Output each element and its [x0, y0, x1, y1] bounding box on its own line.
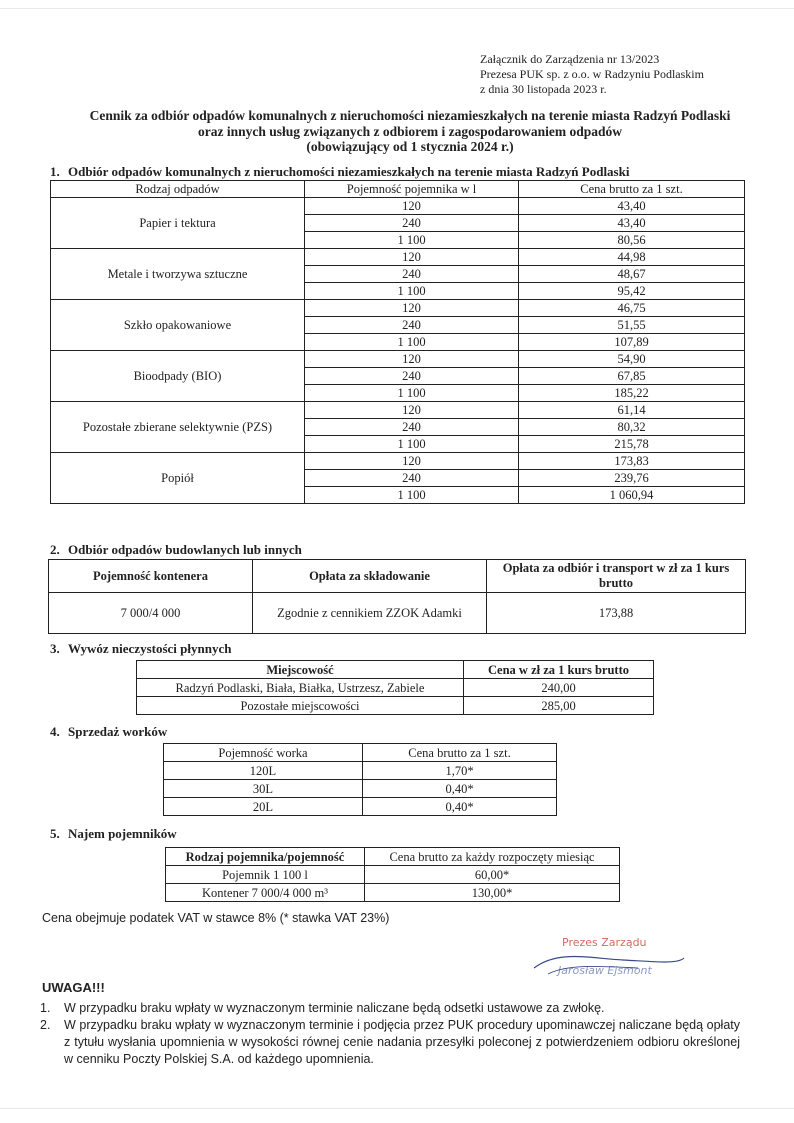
table-body: [51, 198, 745, 504]
section-title: Odbiór odpadów komunalnych z nieruchomości niezamieszkałych na terenie miasta Radzyń Podlaski: [68, 164, 630, 179]
cell-capacity: 1 100: [305, 334, 519, 351]
column-header: Rodzaj pojemnika/pojemność: [166, 848, 365, 866]
cell-price: 61,14: [519, 402, 745, 419]
construction-waste-table: [48, 559, 746, 634]
cell-capacity: 240: [305, 470, 519, 487]
table-row: [51, 300, 745, 317]
cell-bag-size: 30L: [164, 780, 363, 798]
table-row: [51, 249, 745, 266]
table-row: [137, 697, 654, 715]
column-header: Pojemność kontenera: [49, 560, 253, 593]
table-row: [137, 679, 654, 697]
column-header: Pojemność pojemnika w l: [305, 181, 519, 198]
cell-capacity: 120: [305, 198, 519, 215]
cell-transport: 173,88: [487, 593, 746, 634]
cell-waste-type: Papier i tektura: [51, 198, 305, 249]
warning-title: UWAGA!!!: [42, 980, 105, 995]
table-header-row: [166, 848, 620, 866]
cell-locality: Pozostałe miejscowości: [137, 697, 464, 715]
title-line: oraz innych usług związanych z odbiorem i zagospodarowaniem odpadów: [197, 123, 623, 139]
cell-capacity: 1 100: [305, 487, 519, 504]
cell-price: 173,83: [519, 453, 745, 470]
cell-price: 67,85: [519, 368, 745, 385]
cell-capacity: 240: [305, 368, 519, 385]
cell-price: 46,75: [519, 300, 745, 317]
cell-container: Kontener 7 000/4 000 m³: [166, 884, 365, 902]
item-number: 1.: [40, 1001, 51, 1015]
cell-bag-size: 20L: [164, 798, 363, 816]
table-row: [51, 453, 745, 470]
cell-waste-type: Pozostałe zbierane selektywnie (PZS): [51, 402, 305, 453]
column-header: Cena brutto za 1 szt.: [363, 744, 557, 762]
cell-price: 185,22: [519, 385, 745, 402]
attachment-note: [480, 52, 704, 97]
cell-capacity: 120: [305, 402, 519, 419]
cell-price: 80,32: [519, 419, 745, 436]
section-2-heading: [50, 542, 302, 558]
cell-capacity: 120: [305, 249, 519, 266]
cell-waste-type: Szkło opakowaniowe: [51, 300, 305, 351]
table-header-row: [137, 661, 654, 679]
item-text: W przypadku braku wpłaty w wyznaczonym terminie i podjęcia przez PUK procedury upominawczej naliczane będą opłaty z tytułu wysłania upomnienia w wysokości równej cenie nadania przesyłki poleconej z potwierdzeniem odbioru określonej w cenniku Poczty Polskiej S.A. od każdego upomnienia.: [64, 1018, 740, 1066]
scan-line-top: [0, 8, 794, 9]
cell-capacity: 120: [305, 453, 519, 470]
attachment-line: Prezesa PUK sp. z o.o. w Radzyniu Podlaskim: [480, 67, 704, 81]
cell-capacity: 240: [305, 215, 519, 232]
section-4-heading: [50, 724, 167, 740]
table-row: [164, 780, 557, 798]
item-text: W przypadku braku wpłaty w wyznaczonym terminie naliczane będą odsetki ustawowe za zwłokę.: [64, 1001, 605, 1015]
section-title: Sprzedaż worków: [68, 724, 168, 739]
warning-item: [40, 1017, 740, 1068]
cell-waste-type: Popiół: [51, 453, 305, 504]
cell-price: 51,55: [519, 317, 745, 334]
attachment-line: z dnia 30 listopada 2023 r.: [480, 82, 607, 96]
section-number: 1.: [50, 164, 60, 179]
cell-price: 1 060,94: [519, 487, 745, 504]
bag-sales-table: [163, 743, 557, 816]
liquid-waste-table: [136, 660, 654, 715]
section-title: Najem pojemników: [68, 826, 177, 841]
vat-note: Cena obejmuje podatek VAT w stawce 8% (* stawka VAT 23%): [42, 911, 390, 925]
section-3-heading: [50, 641, 231, 657]
cell-capacity: 120: [305, 351, 519, 368]
title-line: Cennik za odbiór odpadów komunalnych z nieruchomości niezamieszkałych na terenie miasta Radzyń Podlaski: [89, 108, 731, 123]
cell-price: 44,98: [519, 249, 745, 266]
signature-role: Prezes Zarządu: [562, 936, 647, 949]
cell-price: 43,40: [519, 198, 745, 215]
column-header: Cena brutto za 1 szt.: [519, 181, 745, 198]
item-number: 2.: [40, 1018, 51, 1032]
table-row: [166, 884, 620, 902]
table-header-row: [51, 181, 745, 198]
table-row: [166, 866, 620, 884]
section-number: 4.: [50, 724, 60, 739]
cell-capacity: 120: [305, 300, 519, 317]
cell-price: 54,90: [519, 351, 745, 368]
cell-price: 60,00*: [365, 866, 620, 884]
cell-price: 1,70*: [363, 762, 557, 780]
warning-item: [40, 1000, 740, 1017]
scan-line-bottom: [0, 1108, 794, 1109]
cell-capacity: 1 100: [305, 385, 519, 402]
cell-price: 130,00*: [365, 884, 620, 902]
cell-waste-type: Metale i tworzywa sztuczne: [51, 249, 305, 300]
column-header: Miejscowość: [137, 661, 464, 679]
municipal-waste-price-table: [50, 180, 745, 504]
container-rental-table: [165, 847, 620, 902]
cell-capacity: 7 000/4 000: [49, 593, 253, 634]
cell-price: 107,89: [519, 334, 745, 351]
table-header-row: [49, 560, 746, 593]
cell-capacity: 1 100: [305, 436, 519, 453]
cell-price: 0,40*: [363, 780, 557, 798]
signature-stamp: [528, 930, 688, 982]
cell-price: 80,56: [519, 232, 745, 249]
section-5-heading: [50, 826, 177, 842]
table-row: [164, 762, 557, 780]
column-header: Rodzaj odpadów: [51, 181, 305, 198]
table-row: [51, 402, 745, 419]
cell-capacity: 240: [305, 317, 519, 334]
cell-price: 0,40*: [363, 798, 557, 816]
cell-container: Pojemnik 1 100 l: [166, 866, 365, 884]
cell-locality: Radzyń Podlaski, Biała, Białka, Ustrzesz, Zabiele: [137, 679, 464, 697]
column-header: Cena brutto za każdy rozpoczęty miesiąc: [365, 848, 620, 866]
cell-price: 239,76: [519, 470, 745, 487]
title-line: (obowiązujący od 1 stycznia 2024 r.): [306, 139, 514, 154]
cell-capacity: 240: [305, 419, 519, 436]
column-header: Cena w zł za 1 kurs brutto: [464, 661, 654, 679]
cell-price: 95,42: [519, 283, 745, 300]
cell-price: 48,67: [519, 266, 745, 283]
cell-price: 43,40: [519, 215, 745, 232]
cell-capacity: 1 100: [305, 283, 519, 300]
section-1-heading: [50, 164, 629, 180]
section-number: 2.: [50, 542, 60, 557]
cell-capacity: 1 100: [305, 232, 519, 249]
table-row: [164, 798, 557, 816]
table-row: [49, 593, 746, 634]
table-row: [51, 198, 745, 215]
cell-price: 240,00: [464, 679, 654, 697]
cell-waste-type: Bioodpady (BIO): [51, 351, 305, 402]
document-title: [40, 108, 780, 155]
signature-name: Jarosław Ejsmont: [558, 964, 652, 977]
table-header-row: [164, 744, 557, 762]
column-header: Pojemność worka: [164, 744, 363, 762]
table-row: [51, 351, 745, 368]
column-header: Opłata za składowanie: [253, 560, 487, 593]
cell-storage: Zgodnie z cennikiem ZZOK Adamki: [253, 593, 487, 634]
section-number: 3.: [50, 641, 60, 656]
cell-price: 215,78: [519, 436, 745, 453]
section-title: Wywóz nieczystości płynnych: [68, 641, 232, 656]
cell-price: 285,00: [464, 697, 654, 715]
cell-capacity: 240: [305, 266, 519, 283]
section-title: Odbiór odpadów budowlanych lub innych: [68, 542, 302, 557]
section-number: 5.: [50, 826, 60, 841]
warning-list: [40, 1000, 740, 1068]
cell-bag-size: 120L: [164, 762, 363, 780]
column-header: Opłata za odbiór i transport w zł za 1 kurs brutto: [487, 560, 746, 593]
attachment-line: Załącznik do Zarządzenia nr 13/2023: [480, 52, 660, 66]
